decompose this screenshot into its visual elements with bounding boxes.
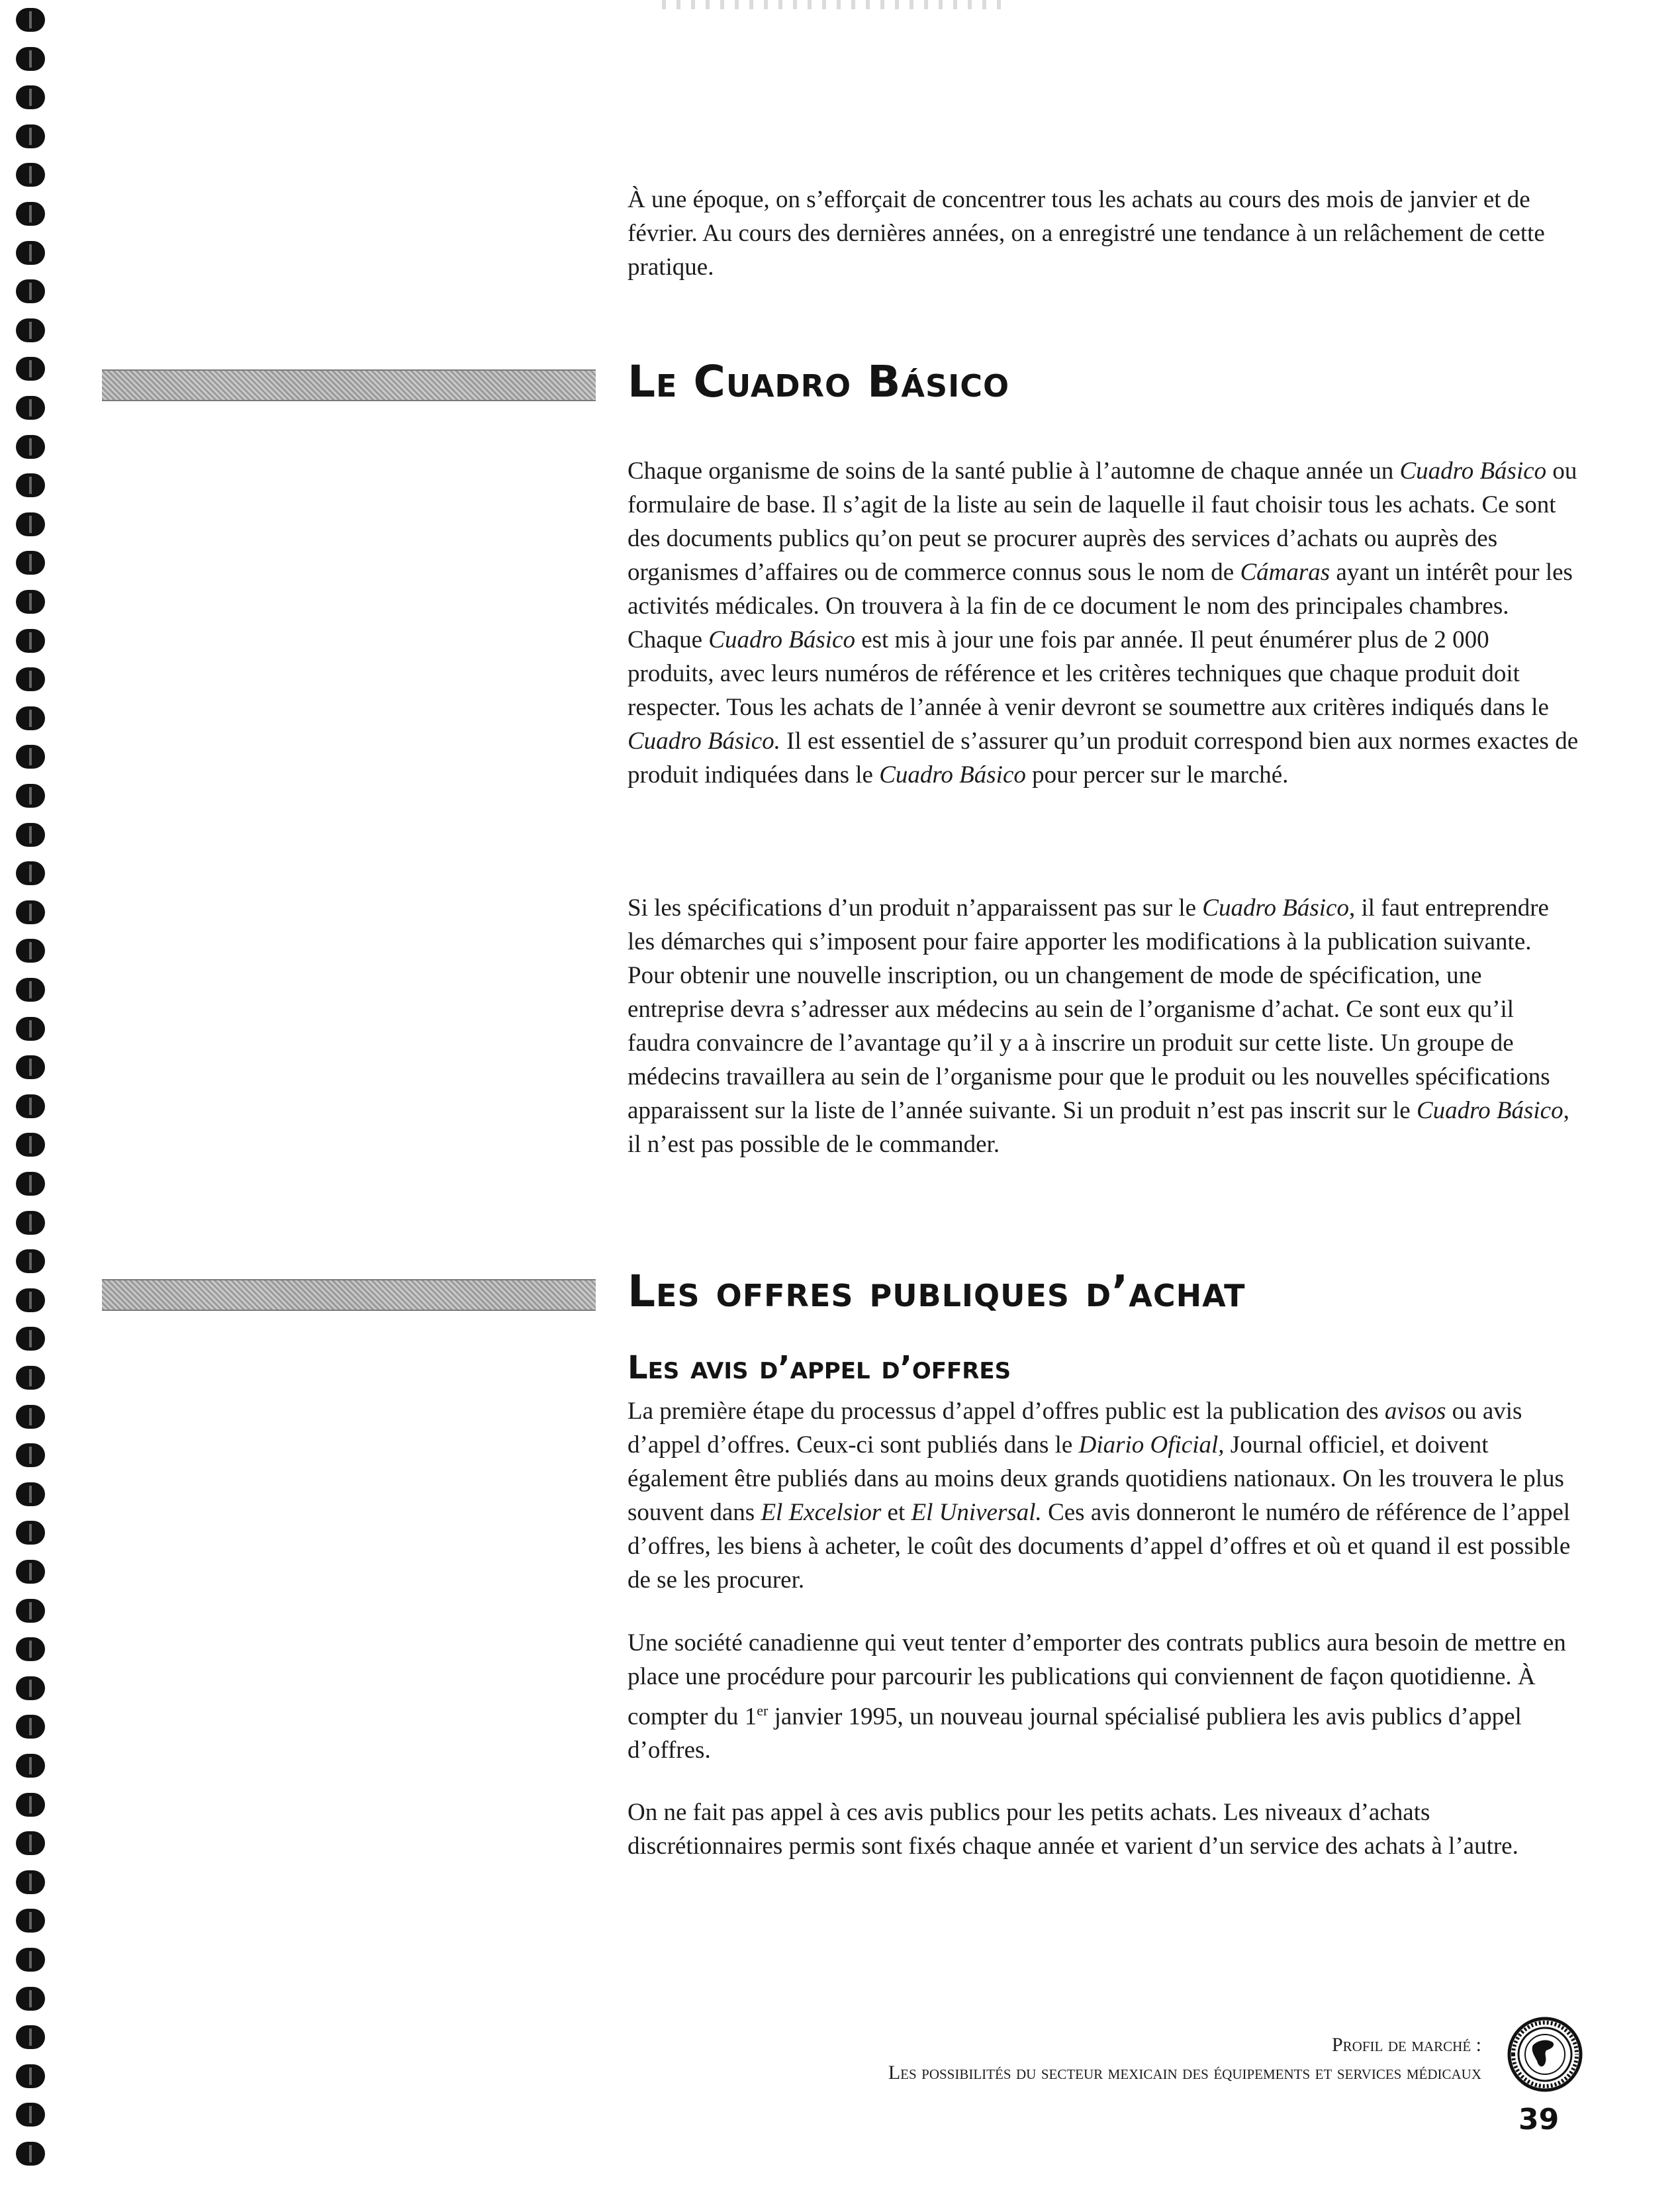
- binding-hole: [16, 2064, 45, 2088]
- binding-hole: [16, 1366, 45, 1390]
- paragraph-intro: À une époque, on s’efforçait de concentrer tous les achats au cours des mois de janvier et de février. Au cours des dernières années, on a enregistré une tendance à un relâchement de cette pratique.: [628, 186, 1545, 281]
- binding-hole: [16, 939, 45, 963]
- binding-hole: [16, 2103, 45, 2127]
- paragraph-offres-3: On ne fait pas appel à ces avis publics pour les petits achats. Les niveaux d’achats discrétionnaires permis sont fixés chaque année et varient d’un service des achats à l’autre.: [628, 1799, 1518, 1860]
- binding-hole: [16, 47, 45, 71]
- binding-hole: [16, 435, 45, 459]
- binding-hole: [16, 1560, 45, 1584]
- binding-hole: [16, 279, 45, 303]
- binding-hole: [16, 1676, 45, 1700]
- binding-hole: [16, 357, 45, 381]
- binding-hole: [16, 1443, 45, 1467]
- binding-hole: [16, 2142, 45, 2166]
- binding-hole: [16, 1909, 45, 1933]
- binding-hole: [16, 1521, 45, 1545]
- binding-hole: [16, 823, 45, 847]
- binding-hole: [16, 163, 45, 187]
- binding-hole: [16, 241, 45, 265]
- heading-cuadro-basico: Le Cuadro Básico: [628, 356, 1010, 407]
- binding-hole: [16, 1870, 45, 1894]
- binding-hole: [16, 1715, 45, 1739]
- binding-hole: [16, 1055, 45, 1079]
- binding-hole: [16, 900, 45, 924]
- paragraph-cuadro-1: Chaque organisme de soins de la santé publie à l’automne de chaque année un Cuadro Básico ou formulaire de base. Il s’agit de la liste au sein de laquelle il faut choisir tous les achats. Ce sont des documents publics qu’on peut se procurer auprès des services d’achats ou auprès des organismes d’affaires ou de commerce connus sous le nom de Cámaras ayant un intérêt pour les activités médicales. On trouvera à la fin de ce document le nom des principales chambres. Chaque Cuadro Básico est mis à jour une fois par année. Il peut énumérer plus de 2 000 produits, avec leurs numéros de référence et les critères techniques que chaque produit doit respecter. Tous les achats de l’année à venir devront se soumettre aux critères indiqués dans le Cuadro Básico. Il est essentiel de s’assurer qu’un produit correspond bien aux normes exactes de produit indiquées dans le Cuadro Básico pour percer sur le marché.: [628, 457, 1579, 789]
- binding-hole: [16, 1637, 45, 1661]
- binding-hole: [16, 1172, 45, 1196]
- binding-hole: [16, 861, 45, 885]
- binding-hole: [16, 512, 45, 536]
- spiral-binding-icon: [13, 0, 48, 2204]
- binding-hole: [16, 2025, 45, 2049]
- binding-hole: [16, 202, 45, 226]
- binding-hole: [16, 1987, 45, 2011]
- binding-hole: [16, 1249, 45, 1273]
- binding-hole: [16, 473, 45, 497]
- footer-title: Profil de marché :: [1331, 2034, 1481, 2056]
- binding-hole: [16, 1288, 45, 1312]
- binding-hole: [16, 1599, 45, 1623]
- binding-hole: [16, 978, 45, 1002]
- binding-hole: [16, 1948, 45, 1972]
- paragraph-cuadro-2: Si les spécifications d’un produit n’apparaissent pas sur le Cuadro Básico, il faut entreprendre les démarches qui s’imposent pour faire apporter les modifications à la publication suivante. Pour obtenir une nouvelle inscription, ou un changement de mode de spécification, une entreprise devra s’adresser aux médecins au sein de l’organisme d’achat. Ce sont eux qu’il faudra convaincre de l’avantage qu’il y a à inscrire un produit sur cette liste. Un groupe de médecins travaillera au sein de l’organisme pour que le produit ou les nouvelles spécifications apparaissent sur la liste de l’année suivante. Si un produit n’est pas inscrit sur le Cuadro Básico, il n’est pas possible de le commander.: [628, 894, 1569, 1158]
- globe-seal-icon: [1507, 2016, 1583, 2093]
- binding-hole: [16, 706, 45, 730]
- footer-subtitle: Les possibilités du secteur mexicain des équipements et services médicaux: [888, 2062, 1481, 2084]
- section-bar-offres: [102, 1279, 596, 1311]
- scan-smudge: [662, 0, 1006, 9]
- binding-hole: [16, 85, 45, 109]
- section-bar-cuadro: [102, 369, 596, 401]
- subheading-avis-appel: Les avis d’appel d’offres: [628, 1349, 1011, 1386]
- binding-hole: [16, 590, 45, 614]
- binding-hole: [16, 1017, 45, 1041]
- binding-hole: [16, 8, 45, 32]
- binding-hole: [16, 551, 45, 575]
- binding-hole: [16, 784, 45, 808]
- heading-offres-publiques: Les offres publiques d’achat: [628, 1266, 1246, 1317]
- binding-hole: [16, 667, 45, 691]
- binding-hole: [16, 745, 45, 769]
- binding-hole: [16, 629, 45, 653]
- binding-hole: [16, 1831, 45, 1855]
- binding-hole: [16, 1094, 45, 1118]
- binding-hole: [16, 396, 45, 420]
- binding-hole: [16, 1482, 45, 1506]
- binding-hole: [16, 1327, 45, 1351]
- binding-hole: [16, 1754, 45, 1778]
- binding-hole: [16, 1133, 45, 1157]
- paragraph-offres-1: La première étape du processus d’appel d’offres public est la publication des avisos ou avis d’appel d’offres. Ceux-ci sont publiés dans le Diario Oficial, Journal officiel, et doivent également être publiés dans au moins deux grands quotidiens nationaux. On les trouvera le plus souvent dans El Excelsior et El Universal. Ces avis donneront le numéro de référence de l’appel d’offres, les biens à acheter, le coût des documents d’appel d’offres et où et quand il est possible de se les procurer.: [628, 1398, 1571, 1594]
- binding-hole: [16, 1405, 45, 1429]
- binding-hole: [16, 1793, 45, 1817]
- binding-hole: [16, 1211, 45, 1235]
- binding-hole: [16, 124, 45, 148]
- binding-hole: [16, 318, 45, 342]
- paragraph-offres-2: Une société canadienne qui veut tenter d’emporter des contrats publics aura besoin de mettre en place une procédure pour parcourir les publications qui conviennent de façon quotidienne. À compter du 1er janvier 1995, un nouveau journal spécialisé publiera les avis publics d’appel d’offres.: [628, 1629, 1566, 1764]
- page-number: 39: [1518, 2103, 1560, 2136]
